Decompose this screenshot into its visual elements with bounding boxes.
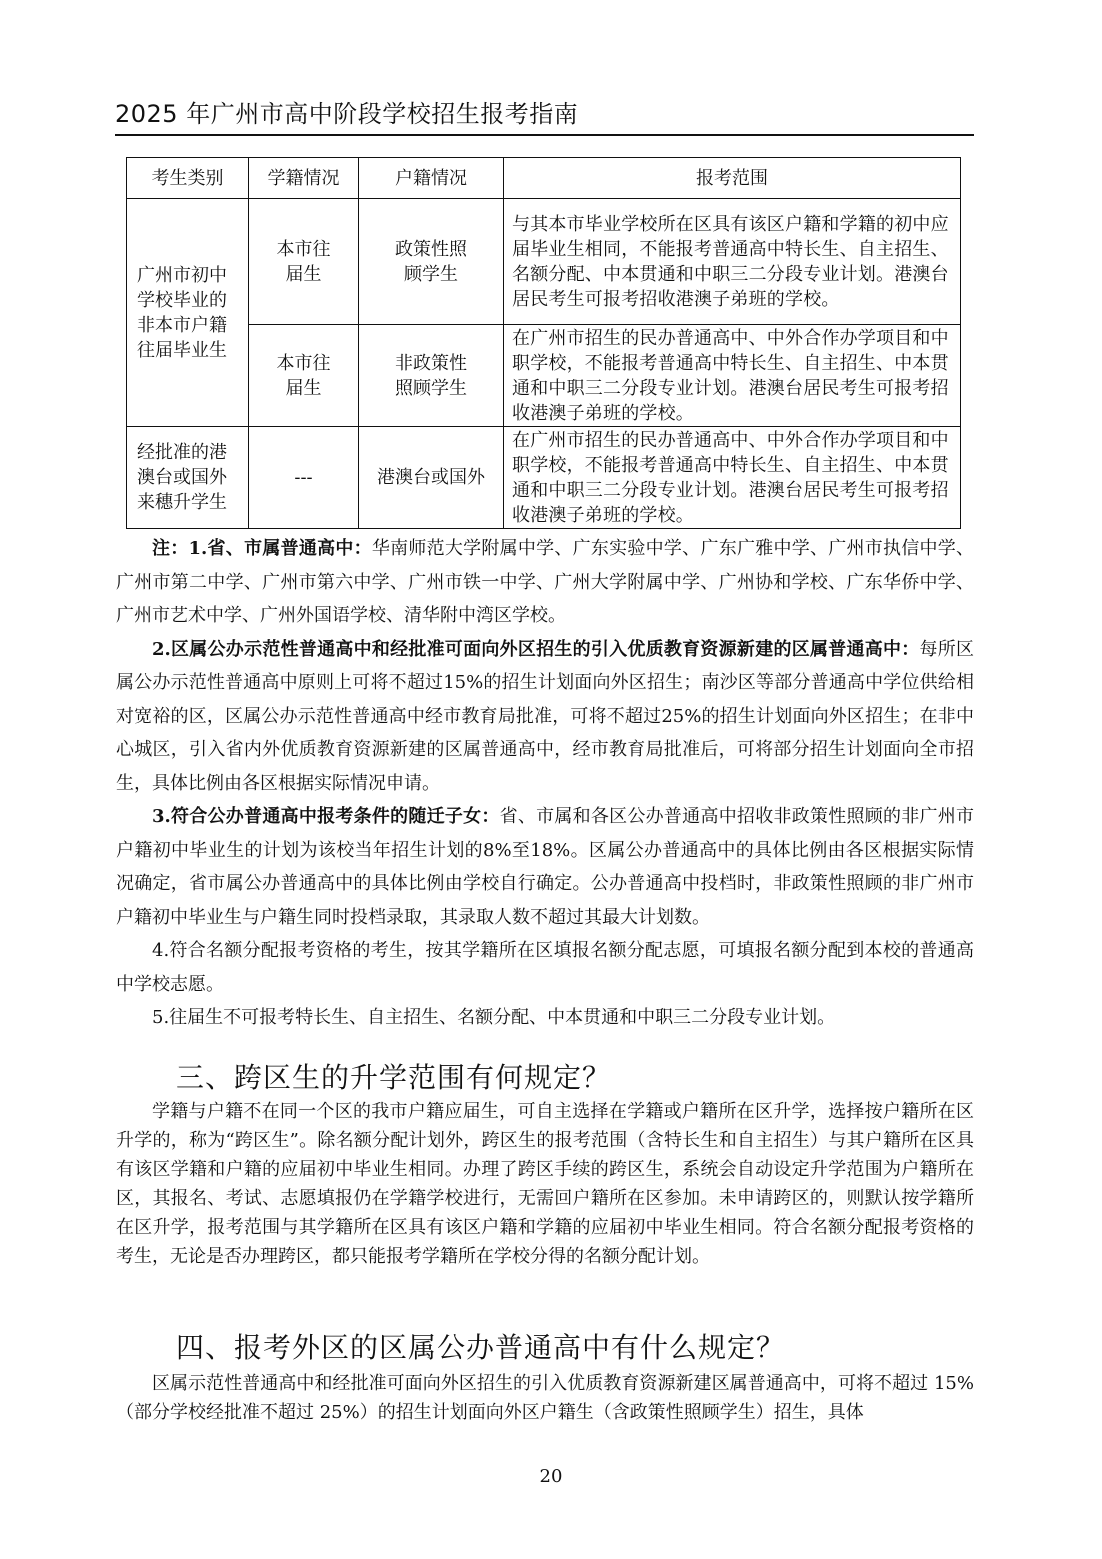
header-title: 2025 年广州市高中阶段学校招生报考指南 <box>115 100 579 128</box>
scope-cell: 在广州市招生的民办普通高中、中外合作办学项目和中职学校，不能报考普通高中特长生、自主招生、中本贯通和中职三二分段专业计划。港澳台居民考生可报考招收港澳子弟班的学校。 <box>504 325 961 427</box>
eligibility-table <box>126 157 961 529</box>
table-row <box>127 427 961 529</box>
note-label: 注：1.省、市属普通高中： <box>152 538 372 559</box>
table-row <box>127 199 961 325</box>
scope-cell: 在广州市招生的民办普通高中、中外合作办学项目和中职学校，不能报考普通高中特长生、自主招生、中本贯通和中职三二分段专业计划。港澳台居民考生可报考招收港澳子弟班的学校。 <box>504 427 961 529</box>
section-3-heading: 三、跨区生的升学范围有何规定？ <box>176 1061 612 1094</box>
page-number: 20 <box>539 1466 563 1487</box>
note-label: 3.符合公办普通高中报考条件的随迁子女： <box>152 806 500 827</box>
note-text: 每所区属公办示范性普通高中原则上可将不超过15%的招生计划面向外区招生；南沙区等部分普通高中学位供给相对宽裕的区，区属公办示范性普通高中经市教育局批准，可将不超过25%的招生计划面向外区招生；在非中心城区，引入省内外优质教育资源新建的区属普通高中，经市教育局批准后，可将部分招生计划面向全市招生，具体比例由各区根据实际情况申请。 <box>116 638 974 794</box>
household-cell: 港澳台或国外 <box>359 427 504 529</box>
note-1 <box>116 532 974 633</box>
table-header-cell: 户籍情况 <box>359 158 504 199</box>
category-cell: 广州市初中学校毕业的非本市户籍往届毕业生 <box>127 199 249 427</box>
note-2 <box>116 633 974 801</box>
household-cell: 非政策性照顾学生 <box>359 325 504 427</box>
category-cell: 经批准的港澳台或国外来穗升学生 <box>127 427 249 529</box>
note-3 <box>116 800 974 934</box>
table-header-cell: 报考范围 <box>504 158 961 199</box>
section-4-heading: 四、报考外区的区属公办普通高中有什么规定？ <box>176 1331 786 1364</box>
body-paragraph: 学籍与户籍不在同一个区的我市户籍应届生，可自主选择在学籍或户籍所在区升学，选择按户籍所在区升学的，称为“跨区生”。除名额分配计划外，跨区生的报考范围（含特长生和自主招生）与其户籍所在区具有该区学籍和户籍的应届初中毕业生相同。办理了跨区手续的跨区生，系统会自动设定升学范围为户籍所在区，其报名、考试、志愿填报仍在学籍学校进行，无需回户籍所在区参加。未申请跨区的，则默认按学籍所在区升学，报考范围与其学籍所在区具有该区户籍和学籍的应届初中毕业生相同。符合名额分配报考资格的考生，无论是否办理跨区，都只能报考学籍所在学校分得的名额分配计划。 <box>116 1101 974 1267</box>
status-cell: --- <box>249 427 359 529</box>
notes-block <box>116 532 974 1035</box>
note-4: 4.符合名额分配报考资格的考生，按其学籍所在区填报名额分配志愿，可填报名额分配到本校的普通高中学校志愿。 <box>116 940 974 995</box>
note-text: 华南师范大学附属中学、广东实验中学、广东广雅中学、广州市执信中学、广州市第二中学、广州市第六中学、广州市铁一中学、广州大学附属中学、广州协和学校、广东华侨中学、广州市艺术中学、广州外国语学校、清华附中湾区学校。 <box>116 538 975 626</box>
status-cell: 本市往届生 <box>249 325 359 427</box>
table-header-cell: 考生类别 <box>127 158 249 199</box>
body-paragraph: 区属示范性普通高中和经批准可面向外区招生的引入优质教育资源新建区属普通高中，可将不超过 15%（部分学校经批准不超过 25%）的招生计划面向外区户籍生（含政策性照顾学生）招生，具体 <box>116 1373 974 1423</box>
household-cell: 政策性照顾学生 <box>359 199 504 325</box>
section-4-body <box>116 1369 974 1427</box>
note-5: 5.往届生不可报考特长生、自主招生、名额分配、中本贯通和中职三二分段专业计划。 <box>152 1007 836 1028</box>
status-cell: 本市往届生 <box>249 199 359 325</box>
note-text: 省、市属和各区公办普通高中招收非政策性照顾的非广州市户籍初中毕业生的计划为该校当年招生计划的8%至18%。区属公办普通高中的具体比例由各区根据实际情况确定，省市属公办普通高中的具体比例由学校自行确定。公办普通高中投档时，非政策性照顾的非广州市户籍初中毕业生与户籍生同时投档录取，其录取人数不超过其最大计划数。 <box>116 806 975 928</box>
table-row <box>127 325 961 427</box>
note-label: 2.区属公办示范性普通高中和经批准可面向外区招生的引入优质教育资源新建的区属普通高中： <box>152 638 920 660</box>
running-header <box>115 96 974 136</box>
section-3-body <box>116 1097 974 1271</box>
scope-cell: 与其本市毕业学校所在区具有该区户籍和学籍的初中应届毕业生相同，不能报考普通高中特长生、自主招生、名额分配、中本贯通和中职三二分段专业计划。港澳台居民考生可报考招收港澳子弟班的学校。 <box>504 199 961 325</box>
table-header-row <box>127 158 961 199</box>
table-header-cell: 学籍情况 <box>249 158 359 199</box>
